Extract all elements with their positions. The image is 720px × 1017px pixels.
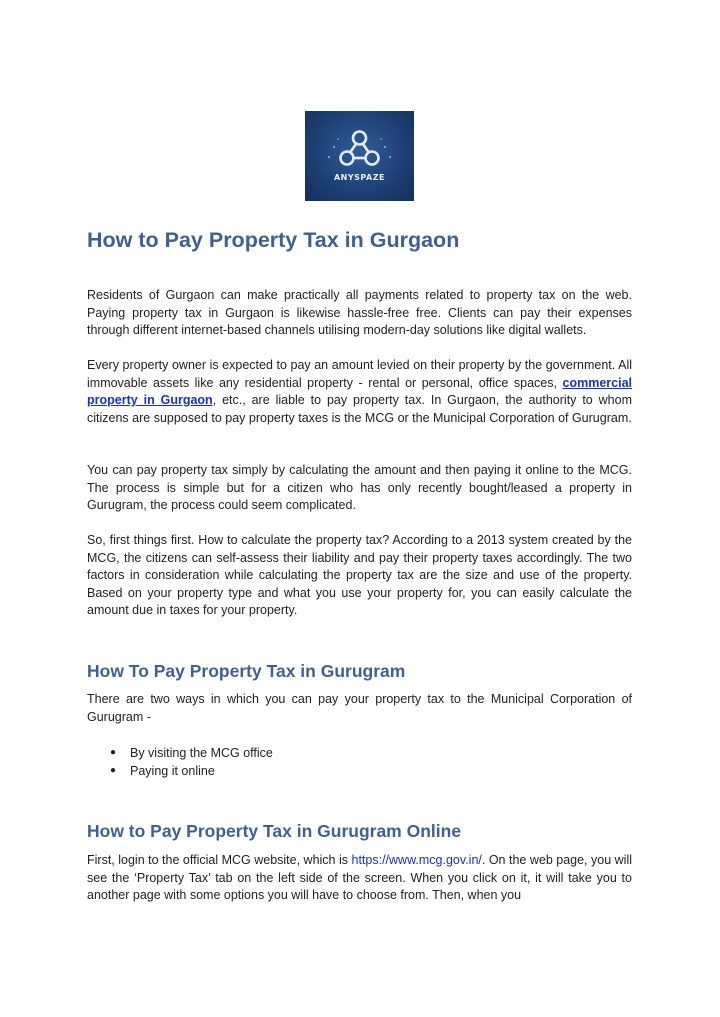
- section3-paragraph: [87, 852, 632, 905]
- section-heading-pay-online: How to Pay Property Tax in Gurugram Online: [87, 821, 462, 841]
- logo-wordmark: ANYSPAZE: [333, 173, 386, 182]
- intro-paragraph-2: [87, 357, 632, 427]
- section2-paragraph: There are two ways in which you can pay your property tax to the Municipal Corporation of Gurugram -: [87, 692, 632, 724]
- list-item-label: Paying it online: [130, 764, 215, 778]
- paragraph-text: First, login to the official MCG website, which is: [87, 853, 352, 867]
- list-item: [87, 762, 273, 780]
- list-item: [87, 744, 273, 762]
- intro-paragraph-1: Residents of Gurgaon can make practically all payments related to property tax on the web. Paying property tax in Gurgaon is likewise hassle-free free. Clients can pay their expenses through different internet-based channels utilising modern-day solutions like digital wallets.: [87, 288, 632, 337]
- commercial-property-link[interactable]: commercial property in Gurgaon: [87, 375, 632, 407]
- payment-methods-list: [87, 744, 273, 780]
- list-item-label: By visiting the MCG office: [130, 746, 273, 760]
- paragraph-text: . On the web page, you will see the ‘Property Tax’ tab on the left side of the screen. When you click on it, it will take you to another page with some options you will have to choose from. Then, when you: [87, 853, 632, 902]
- page-title: How to Pay Property Tax in Gurgaon: [87, 228, 460, 252]
- logo-mark-icon: [305, 111, 414, 201]
- anyspaze-logo: [305, 111, 414, 201]
- paragraph-text: Every property owner is expected to pay an amount levied on their property by the government. All immovable assets like any residential property - rental or personal, office spaces,: [87, 358, 632, 390]
- intro-paragraph-4: So, first things first. How to calculate the property tax? According to a 2013 system created by the MCG, the citizens can self-assess their liability and pay their property taxes accordingly. The two factors in consideration while calculating the property tax are the size and use of the property. Based on your property type and what you use your property for, you can easily calculate the amount due in taxes for your property.: [87, 533, 632, 617]
- bullet-icon: ●: [110, 747, 117, 758]
- paragraph-text: , etc., are liable to pay property tax. In Gurgaon, the authority to whom citizens are supposed to pay property taxes is the MCG or the Municipal Corporation of Gurugram.: [87, 393, 632, 425]
- mcg-website-link[interactable]: https://www.mcg.gov.in/: [351, 853, 482, 867]
- intro-paragraph-3: You can pay property tax simply by calculating the amount and then paying it online to the MCG. The process is simple but for a citizen who has only recently bought/leased a property in Gurugram, the process could seem complicated.: [87, 463, 632, 512]
- section-heading-pay-gurugram: How To Pay Property Tax in Gurugram: [87, 661, 406, 681]
- bullet-icon: ●: [110, 765, 117, 776]
